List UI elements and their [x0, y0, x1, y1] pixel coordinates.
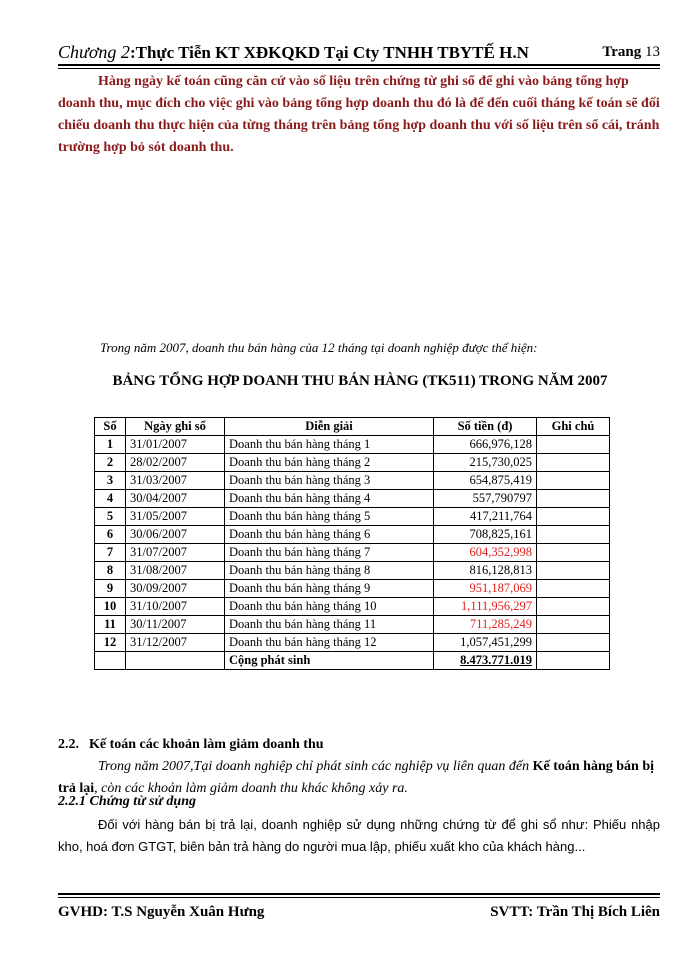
footer-student: SVTT: Trần Thị Bích Liên [490, 904, 660, 920]
row-no-cell: 11 [95, 616, 126, 634]
row-date-cell: 31/12/2007 [126, 634, 225, 652]
row-amount-cell: 557,790797 [434, 490, 537, 508]
section-heading [58, 737, 324, 753]
row-amount-cell: 711,285,249 [434, 616, 537, 634]
page-footer [58, 904, 660, 924]
row-no-cell: 6 [95, 526, 126, 544]
chapter-title: :Thực Tiễn KT XĐKQKD Tại Cty TNHH TBYTẾ H.N [129, 43, 529, 62]
row-desc-cell: Doanh thu bán hàng tháng 7 [225, 544, 434, 562]
intro-paragraph: Hàng ngày kế toán cũng căn cứ vào số liệu trên chứng từ ghi sổ để ghi vào bảng tổng hợp doanh thu, mục đích cho việc ghi vào bảng tổng hợp doanh thu đó là để đến cuối tháng kế toán sẽ đối chiếu doanh thu thực hiện của từng tháng trên bảng tổng hợp doanh thu với số liệu trên sổ cái, tránh trường hợp bỏ sót doanh thu. [58, 74, 660, 155]
table-row [95, 634, 610, 652]
row-note-cell [537, 580, 610, 598]
page-label: Trang [602, 44, 642, 60]
row-desc-cell: Doanh thu bán hàng tháng 4 [225, 490, 434, 508]
row-desc-cell: Doanh thu bán hàng tháng 9 [225, 580, 434, 598]
row-amount-cell: 1,111,956,297 [434, 598, 537, 616]
row-desc-cell: Doanh thu bán hàng tháng 2 [225, 454, 434, 472]
section-title: Kế toán các khoản làm giảm doanh thu [89, 737, 324, 752]
row-date-cell: 31/10/2007 [126, 598, 225, 616]
row-amount-cell: 816,128,813 [434, 562, 537, 580]
row-note-cell [537, 598, 610, 616]
row-date-cell: 30/06/2007 [126, 526, 225, 544]
total-date-cell [126, 652, 225, 670]
row-no-cell: 8 [95, 562, 126, 580]
page-indicator [602, 44, 660, 61]
row-no-cell: 1 [95, 436, 126, 454]
table-row [95, 544, 610, 562]
row-note-cell [537, 634, 610, 652]
table-row [95, 616, 610, 634]
total-label: Cộng phát sinh [225, 652, 434, 670]
table-row [95, 490, 610, 508]
row-note-cell [537, 508, 610, 526]
row-desc-cell: Doanh thu bán hàng tháng 5 [225, 508, 434, 526]
footer-advisor: GVHD: T.S Nguyễn Xuân Hưng [58, 904, 265, 920]
row-no-cell: 9 [95, 580, 126, 598]
total-amount: 8.473.771.019 [434, 652, 537, 670]
table-row [95, 562, 610, 580]
row-amount-cell: 951,187,069 [434, 580, 537, 598]
row-date-cell: 30/09/2007 [126, 580, 225, 598]
row-amount-cell: 215,730,025 [434, 454, 537, 472]
col-header-note: Ghi chú [537, 418, 610, 436]
section-body-bold: Kế toán hàng bán bị trả lại [58, 759, 654, 796]
col-header-desc: Diễn giải [225, 418, 434, 436]
subsection-paragraph: Đối với hàng bán bị trả lại, doanh nghiệp sử dụng những chứng từ để ghi sổ như: Phiếu nhập kho, hoá đơn GTGT, biên bản trả hàng do người mua lập, phiếu xuất kho của khách hàng... [58, 817, 660, 854]
subsection-heading: 2.2.1 Chứng từ sử dụng [58, 794, 196, 809]
total-row [95, 652, 610, 670]
row-note-cell [537, 454, 610, 472]
section-body-end: , còn các khoản làm giảm doanh thu khác không xảy ra. [94, 781, 408, 796]
chapter-label: Chương 2 [58, 42, 130, 62]
revenue-table [94, 417, 610, 670]
row-note-cell [537, 562, 610, 580]
footer-rule [58, 893, 660, 898]
row-desc-cell: Doanh thu bán hàng tháng 8 [225, 562, 434, 580]
table-row [95, 598, 610, 616]
row-no-cell: 10 [95, 598, 126, 616]
row-date-cell: 31/07/2007 [126, 544, 225, 562]
row-no-cell: 2 [95, 454, 126, 472]
table-title: BẢNG TỔNG HỢP DOANH THU BÁN HÀNG (TK511) TRONG NĂM 2007 [112, 373, 608, 389]
page-number: 13 [645, 44, 660, 60]
row-note-cell [537, 472, 610, 490]
section-body-intro: Trong năm 2007,Tại doanh nghiệp chỉ phát sinh các nghiệp vụ liên quan đến [98, 759, 530, 774]
row-desc-cell: Doanh thu bán hàng tháng 1 [225, 436, 434, 454]
row-no-cell: 3 [95, 472, 126, 490]
row-no-cell: 5 [95, 508, 126, 526]
table-row [95, 526, 610, 544]
total-no-cell [95, 652, 126, 670]
row-desc-cell: Doanh thu bán hàng tháng 12 [225, 634, 434, 652]
row-note-cell [537, 544, 610, 562]
row-amount-cell: 1,057,451,299 [434, 634, 537, 652]
section-number: 2.2. [58, 737, 79, 752]
header-rule [58, 64, 660, 69]
col-header-amount: Số tiền (đ) [434, 418, 537, 436]
row-no-cell: 7 [95, 544, 126, 562]
row-date-cell: 31/05/2007 [126, 508, 225, 526]
table-header-row [95, 418, 610, 436]
row-no-cell: 12 [95, 634, 126, 652]
table-caption: Trong năm 2007, doanh thu bán hàng của 12 tháng tại doanh nghiệp được thể hiện: [100, 340, 538, 355]
row-note-cell [537, 436, 610, 454]
row-note-cell [537, 616, 610, 634]
row-desc-cell: Doanh thu bán hàng tháng 6 [225, 526, 434, 544]
row-desc-cell: Doanh thu bán hàng tháng 11 [225, 616, 434, 634]
row-note-cell [537, 490, 610, 508]
row-amount-cell: 708,825,161 [434, 526, 537, 544]
row-date-cell: 31/01/2007 [126, 436, 225, 454]
row-date-cell: 30/04/2007 [126, 490, 225, 508]
row-amount-cell: 666,976,128 [434, 436, 537, 454]
row-desc-cell: Doanh thu bán hàng tháng 3 [225, 472, 434, 490]
table-row [95, 436, 610, 454]
table-row [95, 508, 610, 526]
table-body [95, 436, 610, 652]
table-row [95, 580, 610, 598]
table-row [95, 472, 610, 490]
row-date-cell: 31/03/2007 [126, 472, 225, 490]
row-amount-cell: 604,352,998 [434, 544, 537, 562]
col-header-no: Số [95, 418, 126, 436]
chapter-heading [58, 42, 529, 63]
row-no-cell: 4 [95, 490, 126, 508]
table-row [95, 454, 610, 472]
row-amount-cell: 417,211,764 [434, 508, 537, 526]
col-header-date: Ngày ghi sổ [126, 418, 225, 436]
row-date-cell: 30/11/2007 [126, 616, 225, 634]
row-date-cell: 31/08/2007 [126, 562, 225, 580]
row-desc-cell: Doanh thu bán hàng tháng 10 [225, 598, 434, 616]
row-amount-cell: 654,875,419 [434, 472, 537, 490]
row-date-cell: 28/02/2007 [126, 454, 225, 472]
total-note-cell [537, 652, 610, 670]
row-note-cell [537, 526, 610, 544]
